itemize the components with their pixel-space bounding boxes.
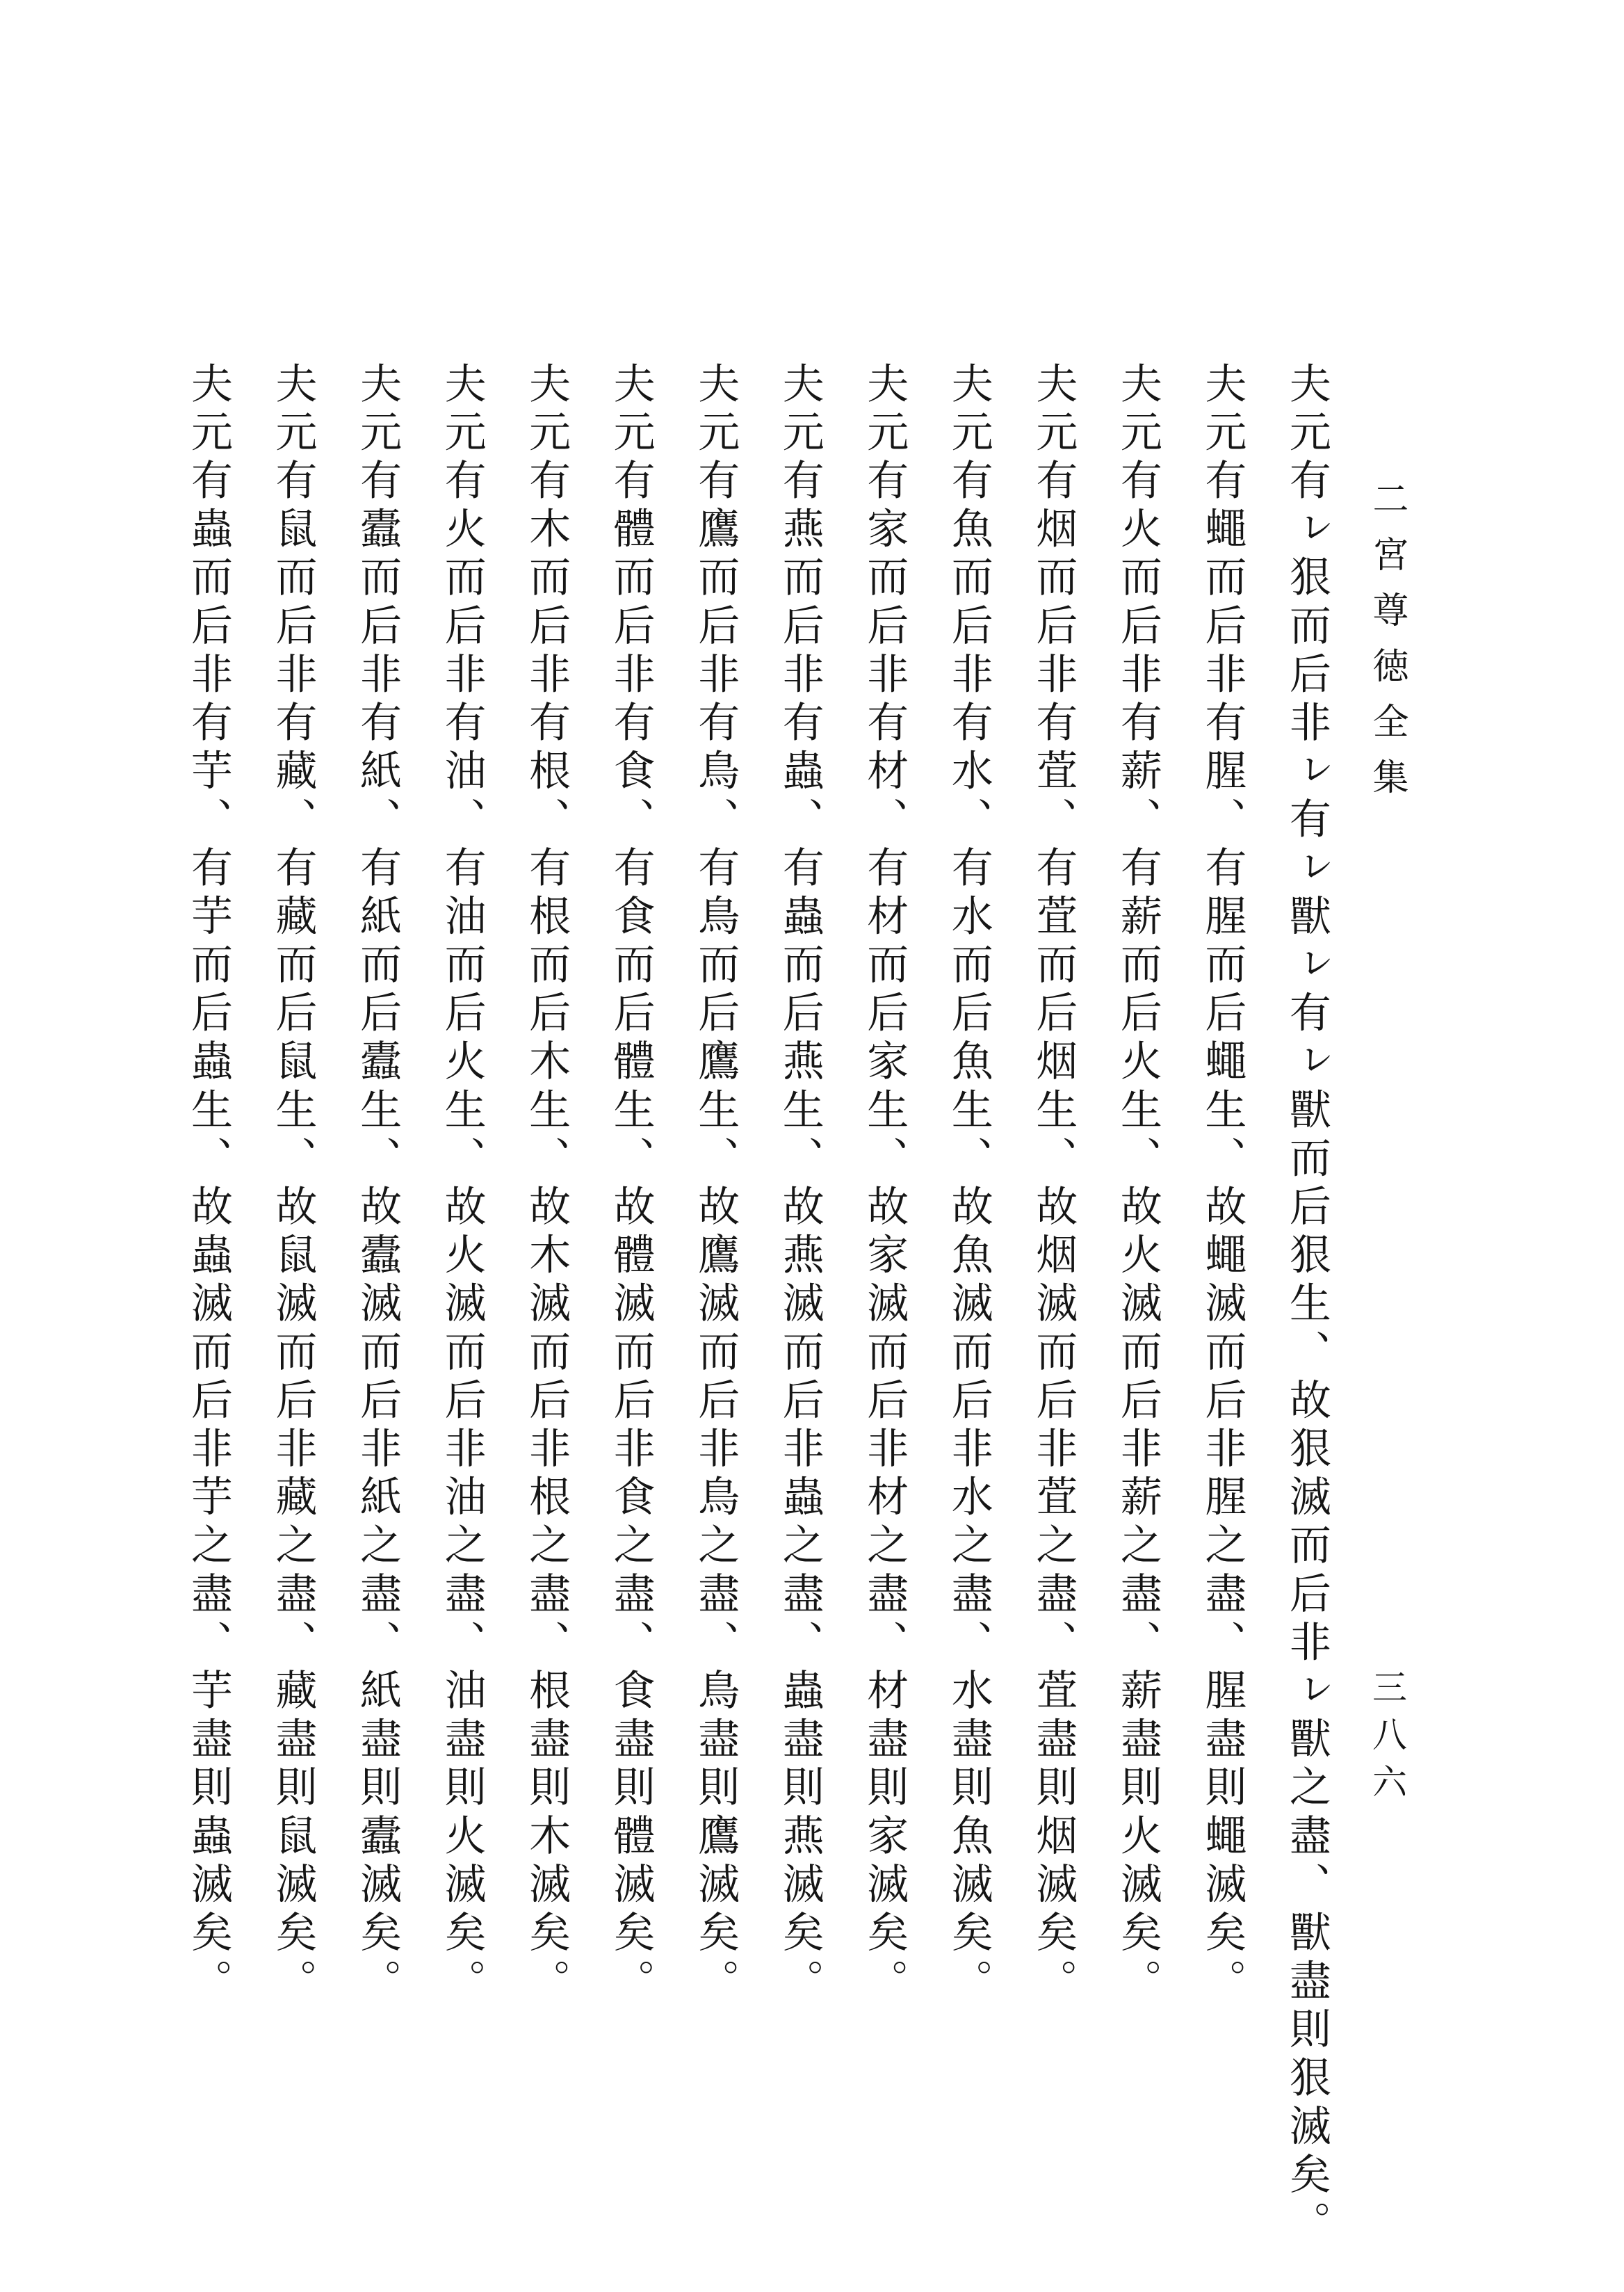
text-column: 夫元有烟而后非有萓、有萓而后烟生、故烟滅而后非萓之盡、萓盡則烟滅矣。 bbox=[1029, 362, 1078, 2008]
text-column: 夫元有火而后非有薪、有薪而后火生、故火滅而后非薪之盡、薪盡則火滅矣。 bbox=[1113, 362, 1162, 2008]
text-column: 夫元有木而后非有根、有根而后木生、故木滅而后非根之盡、根盡則木滅矣。 bbox=[522, 362, 571, 2008]
vertical-text-block bbox=[174, 362, 1342, 2250]
text-column: 夫元有燕而后非有蟲、有蟲而后燕生、故燕滅而后非蟲之盡、蟲盡則燕滅矣。 bbox=[775, 362, 825, 2008]
text-column: 夫元有鼠而后非有藏、有藏而后鼠生、故鼠滅而后非藏之盡、藏盡則鼠滅矣。 bbox=[268, 362, 318, 2008]
text-column: 夫元有蠅而后非有腥、有腥而后蠅生、故蠅滅而后非腥之盡、腥盡則蠅滅矣。 bbox=[1198, 362, 1247, 2008]
text-column: 夫元有火而后非有油、有油而后火生、故火滅而后非油之盡、油盡則火滅矣。 bbox=[437, 362, 487, 2008]
page-number: 三八六 bbox=[1367, 1669, 1407, 1811]
text-column: 夫元有家而后非有材、有材而后家生、故家滅而后非材之盡、材盡則家滅矣。 bbox=[860, 362, 909, 2008]
running-header-title: 二宮尊徳全集 bbox=[1366, 480, 1408, 814]
text-column: 夫元有魚而后非有水、有水而后魚生、故魚滅而后非水之盡、水盡則魚滅矣。 bbox=[944, 362, 993, 2008]
text-column: 夫元有蠹而后非有紙、有紙而后蠹生、故蠹滅而后非紙之盡、紙盡則蠹滅矣。 bbox=[353, 362, 403, 2008]
text-column: 夫元有ㇾ狠而后非ㇾ有ㇾ獸ㇾ有ㇾ獸而后狠生、故狠滅而后非ㇾ獸之盡、獸盡則狠滅矣。 bbox=[1282, 362, 1331, 2250]
text-column: 夫元有蟲而后非有芋、有芋而后蟲生、故蟲滅而后非芋之盡、芋盡則蟲滅矣。 bbox=[184, 362, 233, 2008]
text-column: 夫元有鷹而后非有鳥、有鳥而后鷹生、故鷹滅而后非鳥之盡、鳥盡則鷹滅矣。 bbox=[691, 362, 740, 2008]
text-column: 夫元有體而后非有食、有食而后體生、故體滅而后非食之盡、食盡則體滅矣。 bbox=[606, 362, 656, 2008]
